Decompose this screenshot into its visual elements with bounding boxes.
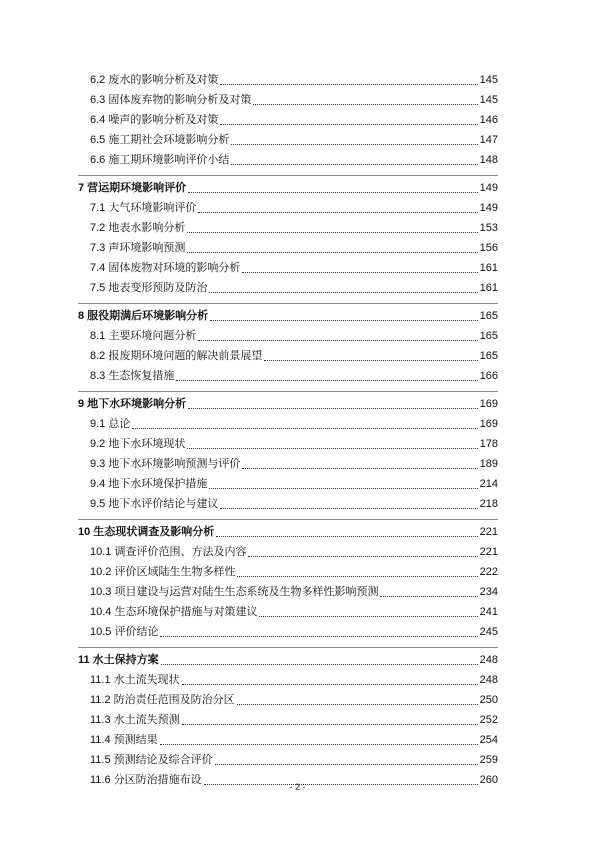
toc-entry-page: 148: [479, 154, 498, 166]
toc-dot-leader: [187, 447, 477, 449]
toc-dot-leader: [253, 103, 477, 105]
toc-entry-label: 8.3 生态恢复措施: [90, 370, 175, 382]
toc-dot-leader: [380, 595, 477, 597]
toc-entry-page: 161: [479, 282, 498, 294]
toc-dot-leader: [188, 191, 477, 193]
toc-dot-leader: [264, 359, 477, 361]
toc-entry-label: 9.3 地下水环境影响预测与评价: [90, 458, 241, 470]
toc-section-entry[interactable]: [78, 690, 498, 710]
toc-section-entry[interactable]: [78, 278, 498, 298]
toc-entry-label: 6.2 废水的影响分析及对策: [90, 74, 219, 86]
toc-section-entry[interactable]: [78, 454, 498, 474]
toc-chapter-entry[interactable]: [78, 303, 498, 326]
toc-section-entry[interactable]: [78, 198, 498, 218]
toc-dot-leader: [220, 123, 477, 125]
toc-entry-label: 11.5 预测结论及综合评价: [90, 754, 213, 766]
toc-dot-leader: [198, 339, 477, 341]
toc-entry-page: 221: [479, 526, 498, 538]
toc-entry-label: 11.2 防治责任范围及防治分区: [90, 694, 235, 706]
toc-entry-label: 10.4 生态环境保护措施与对策建议: [90, 606, 258, 618]
toc-entry-page: 149: [479, 182, 498, 194]
toc-section-entry[interactable]: [78, 494, 498, 514]
toc-entry-label: 7.3 声环境影响预测: [90, 242, 186, 254]
toc-dot-leader: [160, 743, 478, 745]
toc-section-entry[interactable]: [78, 90, 498, 110]
toc-entry-label: 8 服役期满后环境影响分析: [78, 310, 209, 322]
toc-entry-label: 10.1 调查评价范围、方法及内容: [90, 546, 247, 558]
toc-entry-label: 8.2 报废期环境问题的解决前景展望: [90, 350, 263, 362]
toc-dot-leader: [259, 615, 477, 617]
toc-section-entry[interactable]: [78, 414, 498, 434]
toc-entry-label: 7.2 地表水影响分析: [90, 222, 186, 234]
toc-section-entry[interactable]: [78, 70, 498, 90]
toc-dot-leader: [216, 535, 477, 537]
toc-entry-page: 254: [479, 734, 498, 746]
toc-section-entry[interactable]: [78, 562, 498, 582]
toc-entry-page: 221: [479, 546, 498, 558]
toc-section-entry[interactable]: [78, 474, 498, 494]
toc-entry-label: 6.5 施工期社会环境影响分析: [90, 134, 230, 146]
toc-section-entry[interactable]: [78, 750, 498, 770]
toc-entry-page: 149: [479, 202, 498, 214]
toc-dot-leader: [242, 271, 477, 273]
toc-section-entry[interactable]: [78, 710, 498, 730]
toc-section-entry[interactable]: [78, 110, 498, 130]
toc-dot-leader: [242, 467, 477, 469]
toc-dot-leader: [209, 291, 477, 293]
toc-dot-leader: [220, 83, 477, 85]
toc-entry-label: 11.6 分区防治措施布设: [90, 774, 202, 786]
toc-entry-label: 6.3 固体废弃物的影响分析及对策: [90, 94, 252, 106]
toc-entry-label: 7.4 固体废物对环境的影响分析: [90, 262, 241, 274]
toc-dot-leader: [182, 723, 478, 725]
toc-entry-page: 241: [479, 606, 498, 618]
toc-chapter-entry[interactable]: [78, 647, 498, 670]
toc-section-entry[interactable]: [78, 150, 498, 170]
toc-entry-page: 189: [479, 458, 498, 470]
toc-entry-page: 250: [479, 694, 498, 706]
toc-chapter-entry[interactable]: [78, 175, 498, 198]
toc-entry-page: 145: [479, 74, 498, 86]
toc-entry-page: 169: [479, 418, 498, 430]
toc-entry-label: 6.4 噪声的影响分析及对策: [90, 114, 219, 126]
toc-dot-leader: [209, 487, 477, 489]
toc-section-entry[interactable]: [78, 346, 498, 366]
toc-entry-label: 10.3 项目建设与运营对陆生生态系统及生物多样性影响预测: [90, 586, 379, 598]
toc-entry-page: 248: [479, 654, 498, 666]
toc-dot-leader: [161, 663, 478, 665]
toc-chapter-entry[interactable]: [78, 519, 498, 542]
toc-entry-label: 10 生态现状调查及影响分析: [78, 526, 215, 538]
toc-entry-page: 234: [479, 586, 498, 598]
toc-entry-label: 9 地下水环境影响分析: [78, 398, 187, 410]
toc-dot-leader: [187, 251, 477, 253]
toc-entry-page: 166: [479, 370, 498, 382]
page-number: - 2 -: [289, 782, 306, 792]
toc-entry-label: 9.2 地下水环境现状: [90, 438, 186, 450]
toc-entry-label: 8.1 主要环境问题分析: [90, 330, 197, 342]
toc-entry-label: 7.1 大气环境影响评价: [90, 202, 197, 214]
toc-entry-label: 7 营运期环境影响评价: [78, 182, 187, 194]
toc-entry-page: 165: [479, 310, 498, 322]
toc-entry-page: 145: [479, 94, 498, 106]
toc-entry-page: 245: [479, 626, 498, 638]
toc-entry-page: 147: [479, 134, 498, 146]
toc-dot-leader: [220, 507, 477, 509]
toc-entry-label: 11.3 水土流失预测: [90, 714, 180, 726]
toc-section-entry[interactable]: [78, 434, 498, 454]
toc-entry-label: 11.4 预测结果: [90, 734, 158, 746]
toc-entry-page: 259: [479, 754, 498, 766]
toc-dot-leader: [176, 379, 477, 381]
toc-section-entry[interactable]: [78, 602, 498, 622]
toc-entry-label: 10.5 评价结论: [90, 626, 159, 638]
table-of-contents: [78, 70, 498, 790]
toc-entry-label: 6.6 施工期环境影响评价小结: [90, 154, 230, 166]
toc-entry-page: 161: [479, 262, 498, 274]
toc-dot-leader: [231, 143, 477, 145]
toc-section-entry[interactable]: [78, 130, 498, 150]
toc-section-entry[interactable]: [78, 670, 498, 690]
toc-entry-page: 153: [479, 222, 498, 234]
toc-dot-leader: [248, 555, 477, 557]
toc-section-entry[interactable]: [78, 258, 498, 278]
toc-entry-page: 146: [479, 114, 498, 126]
toc-entry-page: 178: [479, 438, 498, 450]
toc-section-entry[interactable]: [78, 366, 498, 386]
toc-entry-label: 10.2 评价区域陆生生物多样性: [90, 566, 236, 578]
toc-section-entry[interactable]: [78, 238, 498, 258]
toc-dot-leader: [187, 231, 477, 233]
toc-dot-leader: [210, 319, 477, 321]
toc-dot-leader: [198, 211, 477, 213]
toc-dot-leader: [182, 683, 478, 685]
toc-dot-leader: [160, 635, 477, 637]
toc-entry-label: 11 水土保持方案: [78, 654, 159, 666]
toc-entry-page: 218: [479, 498, 498, 510]
toc-section-entry[interactable]: [78, 218, 498, 238]
toc-dot-leader: [215, 763, 478, 765]
toc-section-entry[interactable]: [78, 622, 498, 642]
toc-entry-page: 165: [479, 350, 498, 362]
toc-entry-page: 214: [479, 478, 498, 490]
toc-entry-page: 260: [479, 774, 498, 786]
toc-entry-page: 169: [479, 398, 498, 410]
toc-dot-leader: [237, 703, 478, 705]
toc-entry-page: 252: [479, 714, 498, 726]
toc-dot-leader: [231, 163, 477, 165]
toc-entry-label: 9.5 地下水评价结论与建议: [90, 498, 219, 510]
toc-entry-page: 156: [479, 242, 498, 254]
toc-dot-leader: [237, 575, 477, 577]
toc-entry-page: 248: [479, 674, 498, 686]
toc-section-entry[interactable]: [78, 542, 498, 562]
toc-entry-label: 9.4 地下水环境保护措施: [90, 478, 208, 490]
toc-dot-leader: [132, 427, 477, 429]
toc-chapter-entry[interactable]: [78, 391, 498, 414]
toc-section-entry[interactable]: [78, 326, 498, 346]
toc-entry-page: 165: [479, 330, 498, 342]
toc-entry-label: 9.1 总论: [90, 418, 131, 430]
toc-section-entry[interactable]: [78, 582, 498, 602]
toc-dot-leader: [188, 407, 477, 409]
toc-entry-page: 222: [479, 566, 498, 578]
toc-section-entry[interactable]: [78, 730, 498, 750]
toc-entry-label: 11.1 水土流失现状: [90, 674, 180, 686]
toc-entry-label: 7.5 地表变形预防及防治: [90, 282, 208, 294]
